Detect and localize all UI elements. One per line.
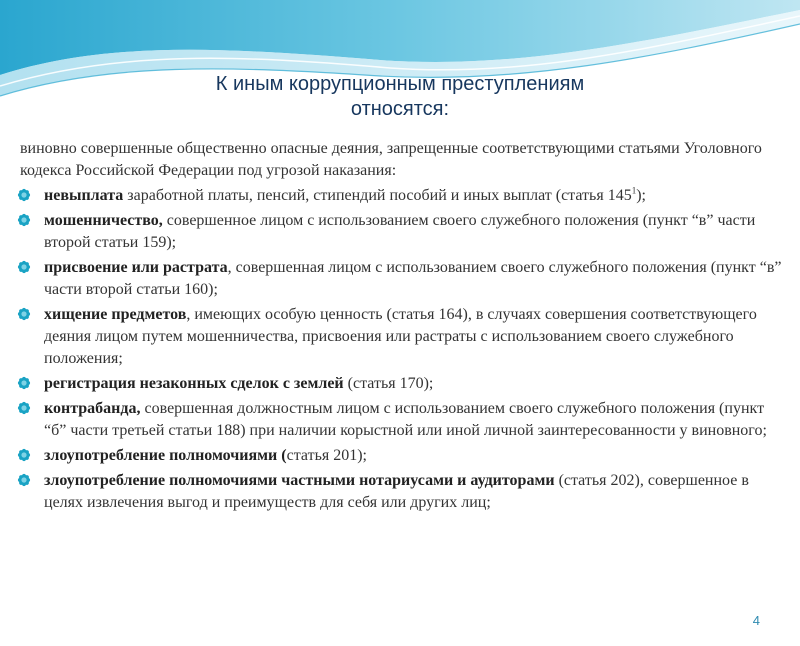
- list-item: [16, 373, 786, 395]
- list-item-text: , имеющих особую ценность (статья 164), в случаях совершения соответствующего деяния лицом путем мошенничества, присвоения или растраты с использованием своего служебного положения;: [44, 306, 757, 367]
- list-item: [16, 304, 786, 370]
- list-item-term: хищение предметов: [44, 306, 187, 323]
- bullet-list: [16, 185, 786, 514]
- intro-paragraph: виновно совершенные общественно опасные деяния, запрещенные соответствующими статьями Уголовного кодекса Российской Федерации под угрозой наказания:: [20, 140, 762, 179]
- list-item-term: контрабанда,: [44, 400, 141, 417]
- page-number: 4: [752, 613, 760, 628]
- title-line-1: К иным коррупционным преступлениям: [215, 73, 585, 95]
- list-item: [16, 210, 786, 254]
- teal-flower-bullet-icon: [17, 188, 31, 202]
- list-item-term: присвоение или растрата: [44, 259, 228, 276]
- slide-content: [16, 138, 786, 514]
- teal-flower-bullet-icon: [17, 448, 31, 462]
- list-item-text: статья 201);: [286, 447, 367, 464]
- list-item-text: (статья 202), совершенное в целях извлечения выгод и преимуществ для себя или других лиц;: [44, 472, 749, 511]
- list-item: [16, 398, 786, 442]
- list-item-text: совершенное лицом с использованием своего служебного положения (пункт “в” части второй статьи 159);: [44, 212, 756, 251]
- list-item-superscript: 1: [631, 185, 637, 196]
- list-item: [16, 185, 786, 207]
- teal-flower-bullet-icon: [17, 473, 31, 487]
- list-item-tail: );: [636, 187, 646, 204]
- list-item-text: заработной платы, пенсий, стипендий пособий и иных выплат (статья 145: [123, 187, 632, 204]
- teal-flower-bullet-icon: [17, 401, 31, 415]
- teal-flower-bullet-icon: [17, 307, 31, 321]
- list-item-text: совершенная должностным лицом с использованием своего служебного положения (пункт “б” части третьей статьи 188) при наличии корыстной или иной личной заинтересованности у виновного;: [44, 400, 767, 439]
- title-line-2: относятся:: [350, 98, 450, 120]
- list-item-text: , совершенная лицом с использованием своего служебного положения (пункт “в” части второй статьи 160);: [44, 259, 782, 298]
- list-item-term: регистрация незаконных сделок с землей: [44, 375, 344, 392]
- teal-flower-bullet-icon: [17, 260, 31, 274]
- teal-flower-bullet-icon: [17, 213, 31, 227]
- list-item-text: (статья 170);: [343, 375, 434, 392]
- list-item: [16, 257, 786, 301]
- slide-title: [0, 72, 800, 122]
- list-item-term: злоупотребление полномочиями (: [44, 447, 287, 464]
- list-item-term: невыплата: [44, 187, 124, 204]
- list-item-term: мошенничество,: [44, 212, 163, 229]
- list-item: [16, 470, 786, 514]
- list-item-term: злоупотребление полномочиями частными нотариусами и аудиторами: [44, 472, 555, 489]
- list-item: [16, 445, 786, 467]
- teal-flower-bullet-icon: [17, 376, 31, 390]
